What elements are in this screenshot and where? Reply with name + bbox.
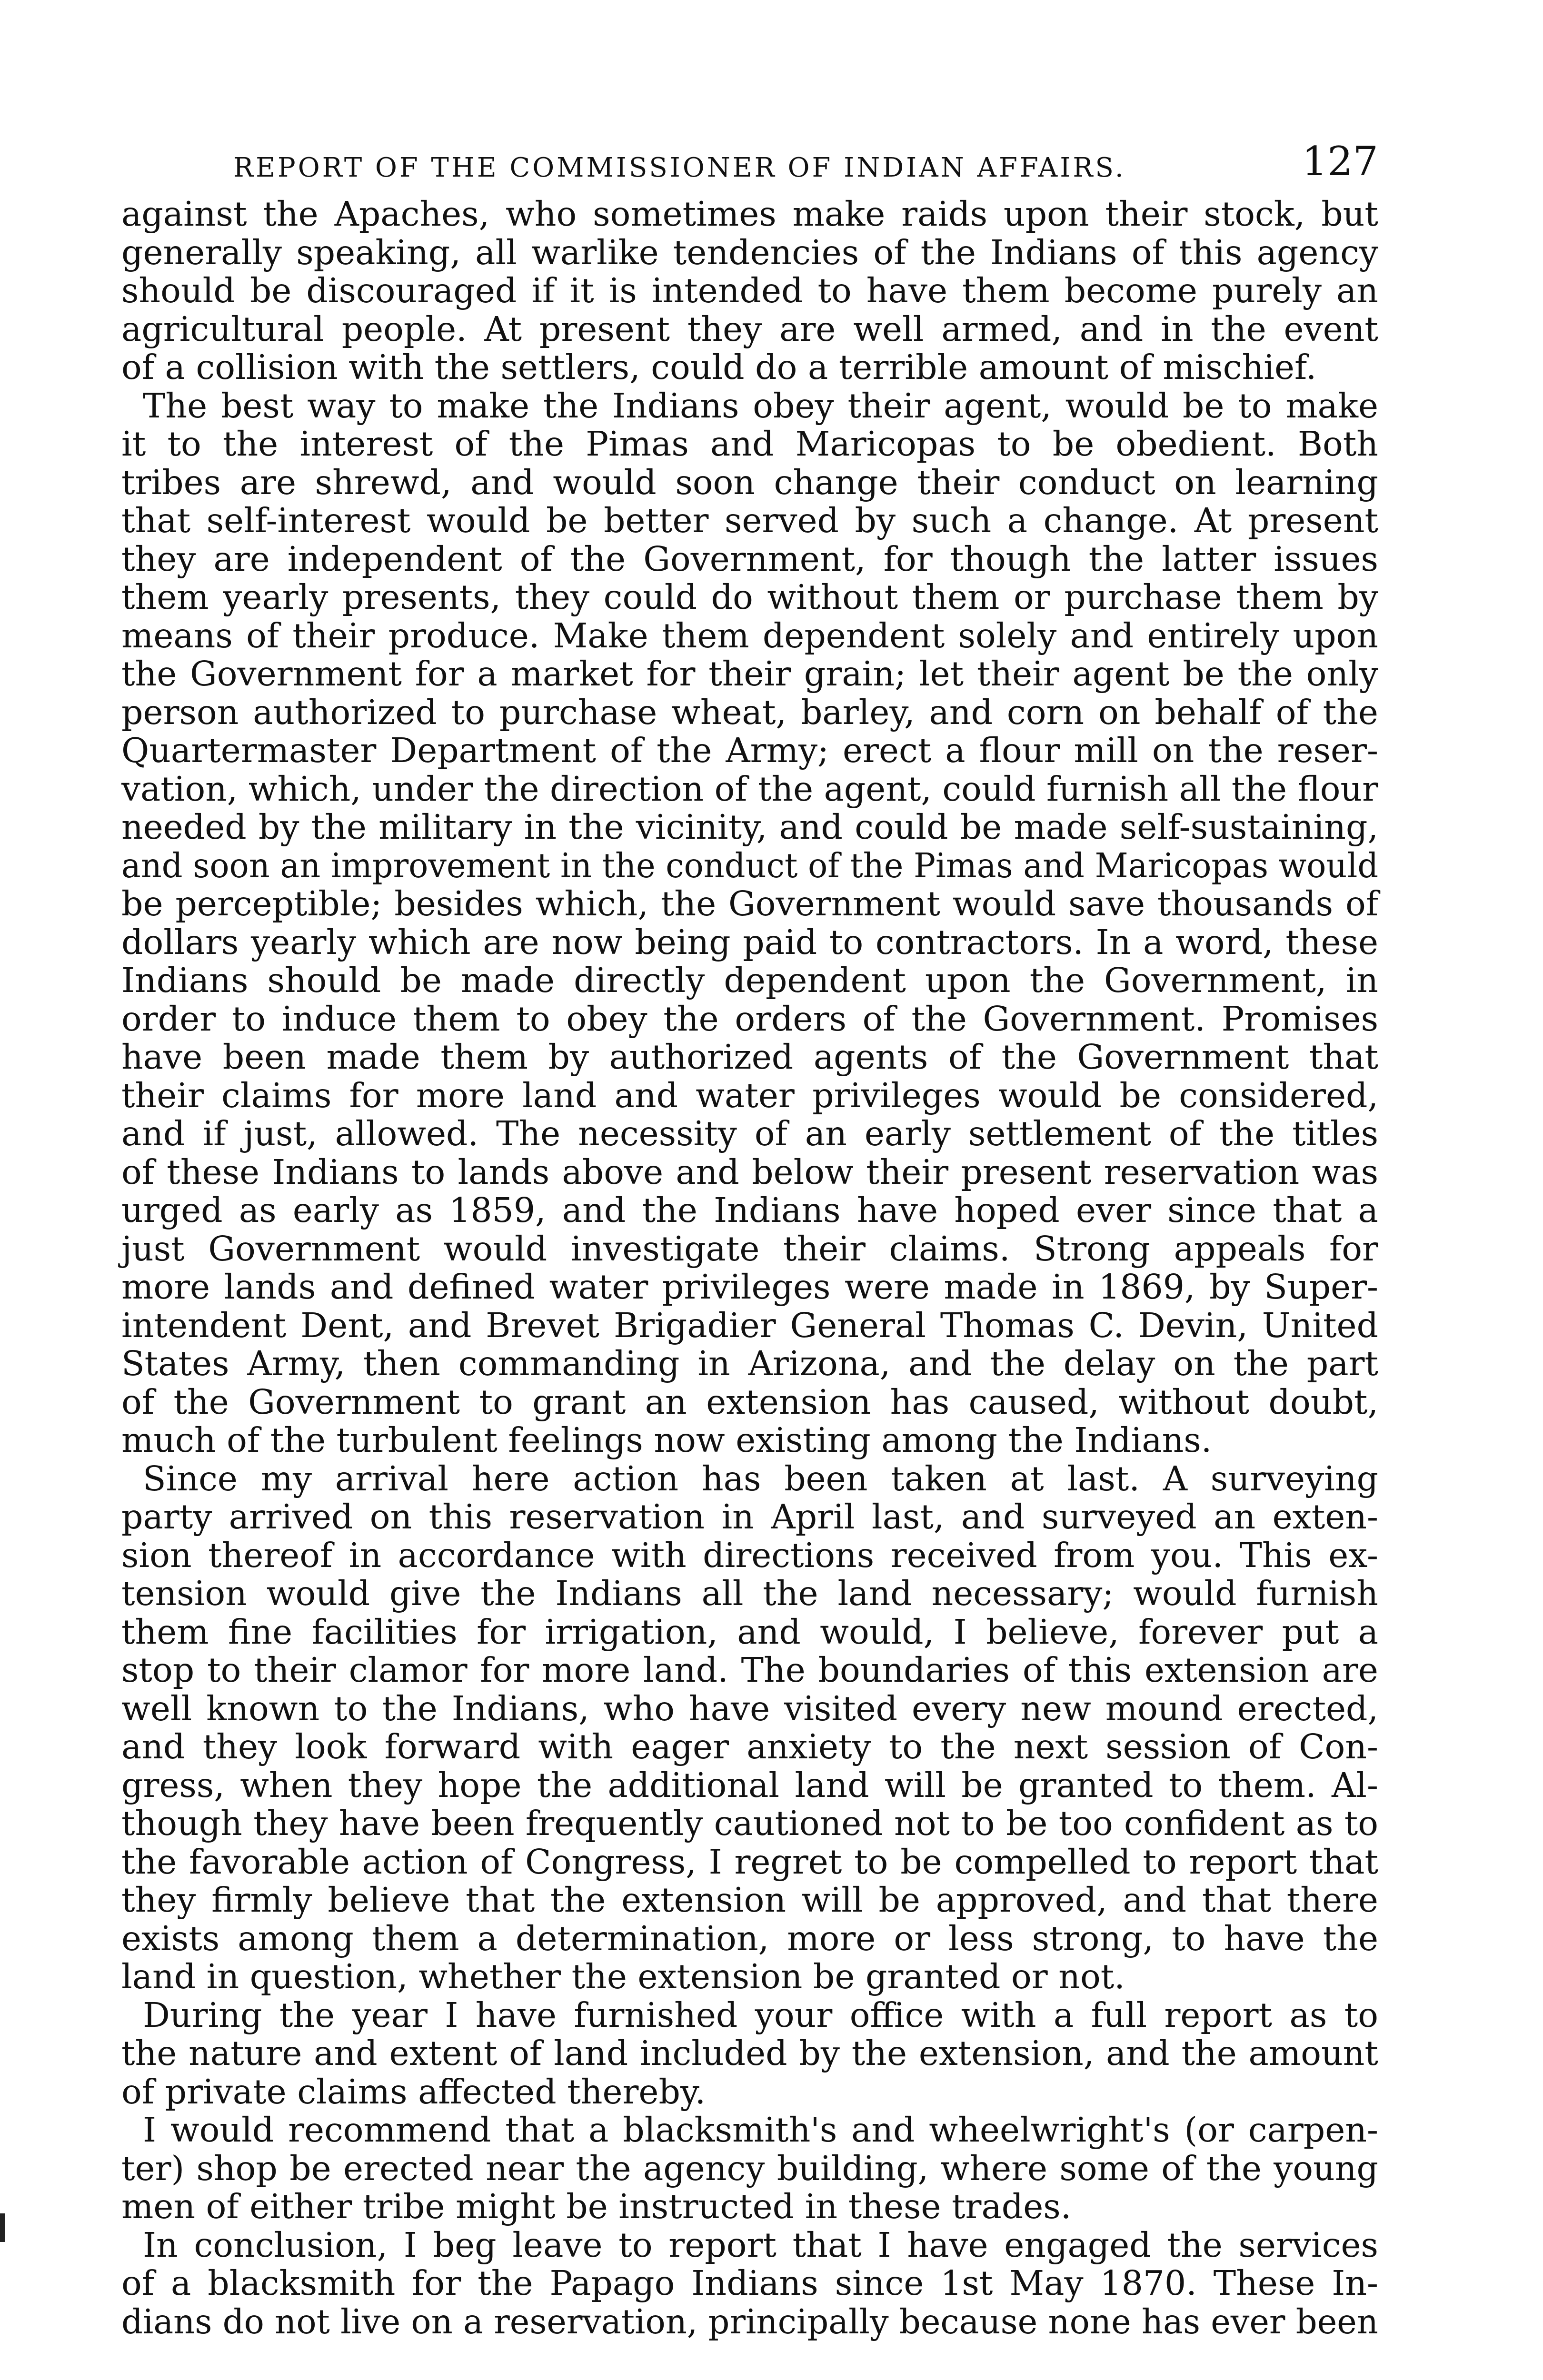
text-line: In conclusion, I beg leave to report that I have engaged the services xyxy=(143,2225,1378,2265)
text-line: During the year I have furnished your office with a full report as to xyxy=(143,1995,1378,2035)
text-line: the nature and extent of land included by the extension, and the amount xyxy=(121,2033,1378,2073)
text-line: land in question, whether the extension be granted or not. xyxy=(121,1957,1125,1996)
text-line: and soon an improvement in the conduct of the Pimas and Maricopas would xyxy=(121,845,1379,885)
scan-edge-mark xyxy=(0,2213,5,2242)
text-line: dollars yearly which are now being paid to contractors. In a word, these xyxy=(121,922,1379,962)
text-line: stop to their clamor for more land. The boundaries of this extension are xyxy=(121,1650,1378,1690)
text-line: them yearly presents, they could do without them or purchase them by xyxy=(121,577,1378,617)
paragraph xyxy=(121,2226,1378,2341)
paragraph xyxy=(121,2111,1378,2226)
text-line: more lands and defined water privileges were made in 1869, by Super- xyxy=(121,1267,1379,1307)
text-line: have been made them by authorized agents of the Government that xyxy=(121,1037,1379,1077)
text-line: them fine facilities for irrigation, and would, I believe, forever put a xyxy=(121,1612,1379,1652)
text-line: against the Apaches, who sometimes make raids upon their stock, but xyxy=(121,194,1378,234)
text-line: of private claims affected thereby. xyxy=(121,2072,706,2112)
text-line: of a collision with the settlers, could do a terrible amount of mischief. xyxy=(121,347,1317,387)
text-line: of a blacksmith for the Papago Indians since 1st May 1870. These In- xyxy=(121,2263,1379,2303)
text-line: they are independent of the Government, for though the latter issues xyxy=(121,539,1378,579)
paragraph xyxy=(121,195,1378,387)
text-line: be perceptible; besides which, the Government would save thousands of xyxy=(121,884,1378,923)
text-line: generally speaking, all warlike tendencies of the Indians of this agency xyxy=(121,232,1378,272)
text-line: urged as early as 1859, and the Indians have hoped ever since that a xyxy=(121,1190,1378,1230)
text-line: well known to the Indians, who have visited every new mound erected, xyxy=(121,1688,1379,1728)
text-line: dians do not live on a reservation, principally because none has ever been xyxy=(121,2301,1378,2341)
text-line: and they look forward with eager anxiety to the next session of Con- xyxy=(121,1727,1378,1766)
text-line: men of either tribe might be instructed in these trades. xyxy=(121,2187,1072,2226)
text-line: sion thereof in accordance with directions received from you. This ex- xyxy=(121,1535,1378,1575)
text-line: agricultural people. At present they are well armed, and in the event xyxy=(121,309,1378,349)
text-line: party arrived on this reservation in April last, and surveyed an exten- xyxy=(121,1497,1378,1537)
running-header xyxy=(121,138,1378,190)
text-line: tension would give the Indians all the land necessary; would furnish xyxy=(121,1574,1378,1613)
text-line: Since my arrival here action has been taken at last. A surveying xyxy=(143,1458,1379,1498)
text-line: person authorized to purchase wheat, barley, and corn on behalf of the xyxy=(121,692,1378,732)
text-line: ter) shop be erected near the agency building, where some of the young xyxy=(121,2148,1378,2188)
body-text xyxy=(121,195,1378,2341)
text-line: the Government for a market for their grain; let their agent be the only xyxy=(121,654,1378,694)
text-line: The best way to make the Indians obey their agent, would be to make xyxy=(143,386,1379,426)
header-title: REPORT OF THE COMMISSIONER OF INDIAN AFFAIRS. xyxy=(233,152,1126,183)
text-line: just Government would investigate their claims. Strong appeals for xyxy=(121,1229,1378,1269)
text-line: the favorable action of Congress, I regret to be compelled to report that xyxy=(121,1842,1379,1882)
text-line: of these Indians to lands above and below their present reservation was xyxy=(121,1152,1379,1192)
text-line: of the Government to grant an extension has caused, without doubt, xyxy=(121,1382,1379,1422)
paragraph xyxy=(121,387,1378,1460)
text-line: I would recommend that a blacksmith's and wheelwright's (or carpen- xyxy=(143,2110,1378,2150)
text-line: order to induce them to obey the orders of the Government. Promises xyxy=(121,999,1379,1039)
text-line: and if just, allowed. The necessity of an early settlement of the titles xyxy=(121,1114,1379,1153)
text-line: gress, when they hope the additional land will be granted to them. Al- xyxy=(121,1765,1379,1805)
text-line: much of the turbulent feelings now existing among the Indians. xyxy=(121,1420,1212,1460)
paragraph xyxy=(121,1460,1378,1996)
text-line: means of their produce. Make them dependent solely and entirely upon xyxy=(121,615,1379,655)
text-line: should be discouraged if it is intended to have them become purely an xyxy=(121,271,1379,310)
text-line: exists among them a determination, more or less strong, to have the xyxy=(121,1918,1378,1958)
text-line: though they have been frequently cautioned not to be too confident as to xyxy=(121,1804,1379,1843)
page-number: 127 xyxy=(1302,138,1378,185)
text-line: Quartermaster Department of the Army; erect a flour mill on the reser- xyxy=(121,731,1378,770)
text-line: Indians should be made directly dependent upon the Government, in xyxy=(121,961,1379,1000)
text-line: that self-interest would be better served by such a change. At present xyxy=(121,501,1378,540)
text-line: their claims for more land and water privileges would be considered, xyxy=(121,1075,1379,1115)
text-line: intendent Dent, and Brevet Brigadier General Thomas C. Devin, United xyxy=(121,1305,1379,1345)
paragraph xyxy=(121,1996,1378,2112)
text-line: needed by the military in the vicinity, and could be made self-sustaining, xyxy=(121,807,1379,847)
text-line: they firmly believe that the extension will be approved, and that there xyxy=(121,1880,1378,1920)
text-line: States Army, then commanding in Arizona, and the delay on the part xyxy=(121,1344,1379,1383)
document-page xyxy=(121,138,1378,2341)
text-line: tribes are shrewd, and would soon change their conduct on learning xyxy=(121,462,1378,502)
text-line: vation, which, under the direction of the agent, could furnish all the flour xyxy=(121,769,1378,809)
text-line: it to the interest of the Pimas and Maricopas to be obedient. Both xyxy=(121,424,1379,464)
